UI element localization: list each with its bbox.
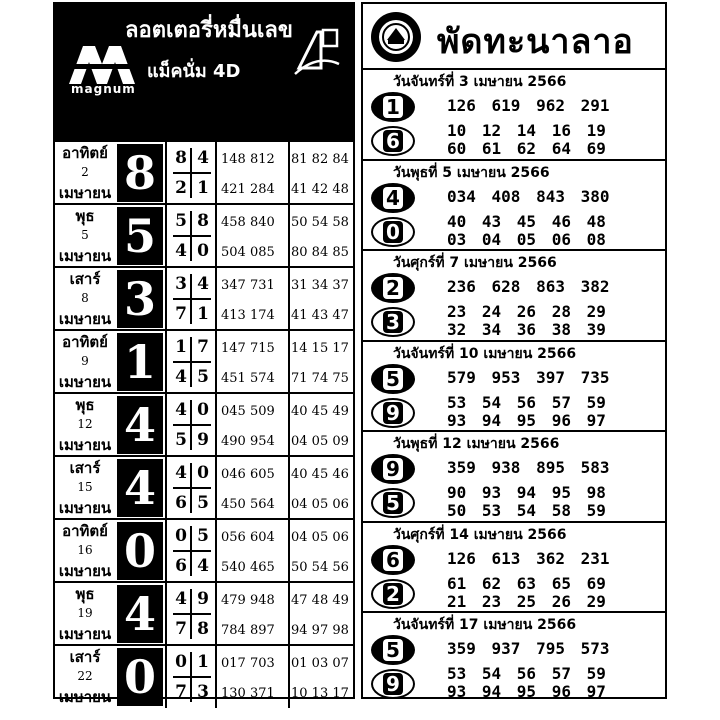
magnum-title: ลอตเตอรี่หมื่นเลข bbox=[125, 18, 293, 43]
two-digit-set: 53 54 56 57 59 bbox=[447, 392, 606, 412]
draw-date: วันพุธที่ 12 เมษายน 2566 bbox=[393, 436, 560, 452]
draw-day-name: เสาร์ bbox=[69, 648, 101, 666]
draw-day-name: อาทิตย์ bbox=[62, 144, 108, 162]
two-digit-set: 01 03 07 bbox=[291, 656, 349, 671]
draw-day bbox=[55, 520, 115, 582]
three-digit-set: 126 613 362 231 bbox=[447, 548, 610, 568]
draw-day-name: เสาร์ bbox=[69, 270, 101, 288]
pair-digit: 4 bbox=[197, 274, 209, 294]
magnum-panel bbox=[53, 2, 355, 706]
draw-day-date: 2 bbox=[81, 165, 89, 179]
draw-day-date: 19 bbox=[77, 606, 93, 620]
three-digit-set: 421 284 bbox=[221, 182, 275, 197]
pair-digit: 4 bbox=[175, 589, 187, 609]
second-digit-badge bbox=[371, 126, 415, 156]
second-digit: 9 bbox=[383, 673, 403, 695]
lead-digit-badge bbox=[371, 454, 415, 484]
main-digit: 0 bbox=[117, 648, 163, 706]
three-digit-set: 479 948 bbox=[221, 593, 275, 608]
two-digit-set: 50 54 58 bbox=[291, 215, 349, 230]
draw-date: วันศุกร์ที่ 7 เมษายน 2566 bbox=[393, 255, 557, 271]
two-digit-set: 04 05 06 bbox=[291, 530, 349, 545]
draw-day bbox=[55, 268, 115, 330]
pair-digit: 4 bbox=[197, 556, 209, 576]
4d-logo-icon bbox=[293, 24, 341, 78]
three-digit-set: 045 509 bbox=[221, 404, 275, 419]
two-digit-set: 60 61 62 64 69 bbox=[447, 139, 606, 158]
second-digit-badge bbox=[371, 307, 415, 337]
three-digit-set: 034 408 843 380 bbox=[447, 186, 610, 206]
draw-day-date: 16 bbox=[77, 543, 93, 557]
magnum-draw-row bbox=[55, 203, 353, 267]
pair-digit: 0 bbox=[197, 241, 209, 261]
pair-digit: 4 bbox=[175, 463, 187, 483]
two-digit-set: 40 43 45 46 48 bbox=[447, 211, 606, 231]
two-digit-set: 21 23 25 26 29 bbox=[447, 591, 606, 611]
pair-digit: 7 bbox=[175, 304, 187, 324]
two-digit-set: 04 05 06 bbox=[291, 497, 349, 512]
second-digit-badge bbox=[371, 488, 415, 518]
second-digit: 6 bbox=[383, 130, 403, 152]
two-digit-set: 31 34 37 bbox=[291, 278, 349, 293]
pair-digit: 5 bbox=[175, 211, 187, 231]
main-digit: 4 bbox=[117, 585, 163, 643]
draw-day-name: อาทิตย์ bbox=[62, 333, 108, 351]
second-digit-badge bbox=[371, 217, 415, 247]
pair-digits bbox=[165, 457, 217, 519]
second-digit: 0 bbox=[383, 221, 403, 243]
second-digit: 5 bbox=[383, 492, 403, 514]
pair-digit: 1 bbox=[175, 337, 187, 357]
lead-digit-badge bbox=[371, 92, 415, 122]
draw-day bbox=[55, 457, 115, 519]
three-digit-set: 579 953 397 735 bbox=[447, 367, 610, 387]
pair-digit: 8 bbox=[197, 619, 209, 639]
pair-digit: 1 bbox=[197, 652, 209, 672]
lead-digit-badge bbox=[371, 364, 415, 394]
magnum-header-bar bbox=[55, 102, 353, 140]
three-digit-set: 451 574 bbox=[221, 371, 275, 386]
two-digit-set: 81 82 84 bbox=[291, 152, 349, 167]
pair-digit: 7 bbox=[197, 337, 209, 357]
lao-draw-block bbox=[363, 432, 665, 523]
magnum-draw-row bbox=[55, 266, 353, 330]
magnum-header bbox=[55, 4, 353, 102]
draw-day-month: เมษายน bbox=[58, 499, 112, 517]
three-digit-set: 148 812 bbox=[221, 152, 275, 167]
pair-digits bbox=[165, 394, 217, 456]
pair-digit: 9 bbox=[197, 589, 209, 609]
draw-day bbox=[55, 331, 115, 393]
main-digit: 3 bbox=[117, 270, 163, 328]
two-digit-set: 71 74 75 bbox=[291, 371, 349, 386]
pair-digit: 0 bbox=[175, 652, 187, 672]
two-digit-set: 53 54 56 57 59 bbox=[447, 664, 606, 683]
lao-draw-block bbox=[363, 342, 665, 433]
pair-digit: 1 bbox=[197, 178, 209, 198]
pair-digits bbox=[165, 268, 217, 330]
pair-digit: 4 bbox=[175, 400, 187, 420]
pair-digits bbox=[165, 142, 217, 204]
pair-digits bbox=[165, 331, 217, 393]
two-digit-set: 41 43 47 bbox=[291, 308, 349, 323]
two-digit-set: 94 97 98 bbox=[291, 623, 349, 638]
magnum-draw-row bbox=[55, 329, 353, 393]
pair-digits bbox=[165, 583, 217, 645]
lead-digit: 5 bbox=[383, 639, 403, 661]
draw-day-month: เมษายน bbox=[58, 688, 112, 706]
three-digit-set: 458 840 bbox=[221, 215, 275, 230]
three-digit-set: 046 605 bbox=[221, 467, 275, 482]
pair-digit: 5 bbox=[197, 526, 209, 546]
lead-digit: 6 bbox=[383, 549, 403, 571]
pair-digit: 0 bbox=[197, 400, 209, 420]
draw-date: วันศุกร์ที่ 14 เมษายน 2566 bbox=[393, 526, 567, 543]
three-digit-set: 450 564 bbox=[221, 497, 275, 512]
three-digit-set: 347 731 bbox=[221, 278, 275, 293]
main-digit: 0 bbox=[117, 522, 163, 580]
magnum-brand-text: magnum bbox=[71, 82, 136, 96]
two-digit-set: 93 94 95 96 97 bbox=[447, 682, 606, 701]
lao-draw-block bbox=[363, 161, 665, 252]
lead-digit: 1 bbox=[383, 96, 403, 118]
two-digit-set: 04 05 09 bbox=[291, 434, 349, 449]
three-digit-set: 056 604 bbox=[221, 530, 275, 545]
draw-day-month: เมษายน bbox=[58, 310, 112, 328]
draw-day-month: เมษายน bbox=[58, 436, 112, 454]
two-digit-set: 40 45 49 bbox=[291, 404, 349, 419]
three-digit-set: 490 954 bbox=[221, 434, 275, 449]
lead-digit: 9 bbox=[383, 458, 403, 480]
pair-digit: 4 bbox=[175, 241, 187, 261]
draw-day-month: เมษายน bbox=[58, 184, 112, 202]
two-digit-set: 14 15 17 bbox=[291, 341, 349, 356]
three-digit-set: 130 371 bbox=[221, 686, 275, 701]
two-digit-set: 50 53 54 58 59 bbox=[447, 501, 606, 520]
three-digit-set: 504 085 bbox=[221, 245, 275, 260]
magnum-draw-row bbox=[55, 455, 353, 519]
pair-digit: 8 bbox=[175, 148, 187, 168]
pair-digit: 0 bbox=[175, 526, 187, 546]
three-digit-set: 784 897 bbox=[221, 623, 275, 638]
magnum-draw-row bbox=[55, 140, 353, 204]
draw-day-date: 12 bbox=[77, 417, 93, 431]
draw-day bbox=[55, 142, 115, 204]
main-digit: 4 bbox=[117, 459, 163, 517]
lead-digit: 4 bbox=[383, 187, 403, 209]
main-digit: 5 bbox=[117, 207, 163, 265]
draw-day-date: 5 bbox=[81, 228, 89, 242]
main-digit: 1 bbox=[117, 333, 163, 391]
lao-header bbox=[363, 4, 665, 70]
lao-title: พัดทะนาลาอ bbox=[437, 22, 634, 62]
two-digit-set: 03 04 05 06 08 bbox=[447, 229, 606, 249]
pair-digits bbox=[165, 520, 217, 582]
pair-digit: 5 bbox=[197, 367, 209, 387]
draw-day bbox=[55, 583, 115, 645]
two-digit-set: 23 24 26 28 29 bbox=[447, 302, 606, 321]
two-digit-set: 90 93 94 95 98 bbox=[447, 483, 606, 502]
main-digit: 8 bbox=[117, 144, 163, 202]
draw-day-name: พุธ bbox=[75, 207, 95, 225]
two-digit-set: 61 62 63 65 69 bbox=[447, 573, 606, 593]
lao-lottery-seal-icon bbox=[369, 10, 423, 64]
pair-digit: 5 bbox=[175, 430, 187, 450]
draw-day-month: เมษายน bbox=[58, 562, 112, 580]
lao-draw-block bbox=[363, 251, 665, 342]
draw-day-date: 15 bbox=[77, 480, 93, 494]
draw-date: วันจันทร์ที่ 17 เมษายน 2566 bbox=[393, 617, 577, 633]
magnum-logo-icon bbox=[69, 46, 135, 84]
draw-day bbox=[55, 205, 115, 267]
two-digit-set: 41 42 48 bbox=[291, 182, 349, 197]
two-digit-set: 47 48 49 bbox=[291, 593, 349, 608]
magnum-draw-row bbox=[55, 644, 353, 708]
lao-draw-block bbox=[363, 70, 665, 161]
draw-date: วันจันทร์ที่ 3 เมษายน 2566 bbox=[393, 74, 567, 90]
pair-digit: 7 bbox=[175, 619, 187, 639]
lead-digit-badge bbox=[371, 183, 415, 213]
two-digit-set: 80 84 85 bbox=[291, 245, 349, 260]
two-digit-set: 93 94 95 96 97 bbox=[447, 410, 606, 430]
draw-day-date: 8 bbox=[81, 291, 89, 305]
draw-day-date: 22 bbox=[77, 669, 93, 683]
two-digit-set: 40 45 46 bbox=[291, 467, 349, 482]
second-digit: 2 bbox=[383, 583, 403, 605]
draw-day-name: อาทิตย์ bbox=[62, 522, 108, 540]
draw-date: วันพุธที่ 5 เมษายน 2566 bbox=[393, 164, 550, 181]
two-digit-set: 10 12 14 16 19 bbox=[447, 121, 606, 140]
lao-panel bbox=[361, 2, 667, 699]
three-digit-set: 147 715 bbox=[221, 341, 275, 356]
pair-digit: 4 bbox=[175, 367, 187, 387]
draw-day-name: พุธ bbox=[75, 396, 95, 414]
two-digit-set: 50 54 56 bbox=[291, 560, 349, 575]
draw-date: วันจันทร์ที่ 10 เมษายน 2566 bbox=[393, 345, 577, 362]
pair-digit: 0 bbox=[197, 463, 209, 483]
pair-digit: 3 bbox=[175, 274, 187, 294]
second-digit-badge bbox=[371, 579, 415, 609]
pair-digit: 7 bbox=[175, 682, 187, 702]
pair-digit: 3 bbox=[197, 682, 209, 702]
draw-day-month: เมษายน bbox=[58, 247, 112, 265]
draw-day bbox=[55, 394, 115, 456]
three-digit-set: 359 938 895 583 bbox=[447, 458, 610, 477]
main-digit: 4 bbox=[117, 396, 163, 454]
lead-digit-badge bbox=[371, 545, 415, 575]
three-digit-set: 413 174 bbox=[221, 308, 275, 323]
second-digit: 9 bbox=[383, 402, 403, 424]
draw-day-month: เมษายน bbox=[58, 625, 112, 643]
pair-digit: 8 bbox=[197, 211, 209, 231]
lao-draw-block bbox=[363, 523, 665, 614]
pair-digit: 1 bbox=[197, 304, 209, 324]
second-digit-badge bbox=[371, 398, 415, 428]
draw-day bbox=[55, 646, 115, 708]
magnum-draw-row bbox=[55, 581, 353, 645]
second-digit-badge bbox=[371, 669, 415, 699]
two-digit-set: 32 34 36 38 39 bbox=[447, 320, 606, 339]
pair-digits bbox=[165, 205, 217, 267]
magnum-draw-row bbox=[55, 518, 353, 582]
draw-day-name: เสาร์ bbox=[69, 459, 101, 477]
lead-digit-badge bbox=[371, 635, 415, 665]
pair-digit: 5 bbox=[197, 493, 209, 513]
magnum-draw-row bbox=[55, 392, 353, 456]
pair-digit: 9 bbox=[197, 430, 209, 450]
three-digit-set: 236 628 863 382 bbox=[447, 277, 610, 296]
pair-digit: 6 bbox=[175, 493, 187, 513]
three-digit-set: 359 937 795 573 bbox=[447, 639, 610, 658]
lao-draw-block bbox=[363, 613, 665, 699]
pair-digit: 6 bbox=[175, 556, 187, 576]
three-digit-set: 540 465 bbox=[221, 560, 275, 575]
three-digit-set: 126 619 962 291 bbox=[447, 96, 610, 115]
pair-digits bbox=[165, 646, 217, 708]
magnum-subtitle: แม็คนั่ม 4D bbox=[147, 61, 241, 82]
two-digit-set: 10 13 17 bbox=[291, 686, 349, 701]
lead-digit-badge bbox=[371, 273, 415, 303]
lead-digit: 2 bbox=[383, 277, 403, 299]
pair-digit: 2 bbox=[175, 178, 187, 198]
draw-day-month: เมษายน bbox=[58, 373, 112, 391]
three-digit-set: 017 703 bbox=[221, 656, 275, 671]
pair-digit: 4 bbox=[197, 148, 209, 168]
draw-day-date: 9 bbox=[81, 354, 89, 368]
draw-day-name: พุธ bbox=[75, 585, 95, 603]
lead-digit: 5 bbox=[383, 368, 403, 390]
second-digit: 3 bbox=[383, 311, 403, 333]
